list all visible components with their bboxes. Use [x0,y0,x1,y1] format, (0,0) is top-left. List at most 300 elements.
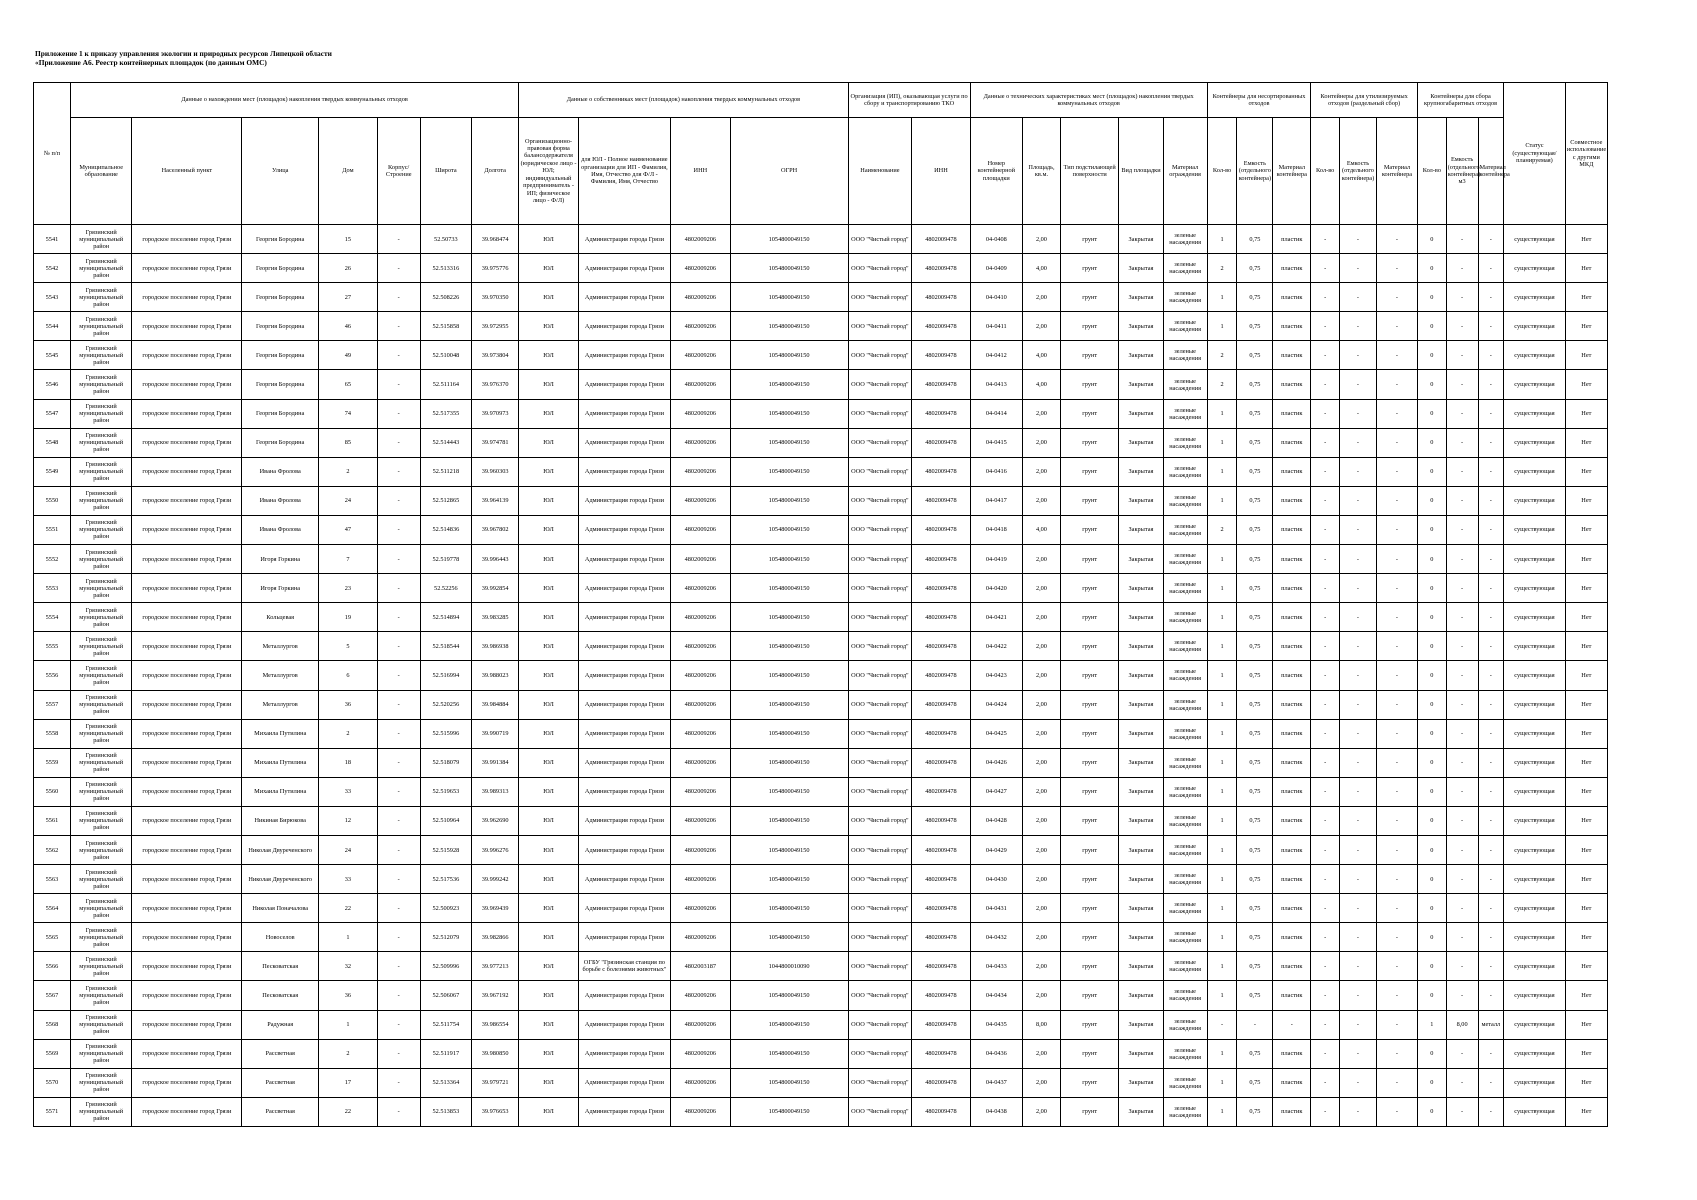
cell-municipality: Грязинский муниципальный район [70,225,132,254]
cell-operator-inn: 4802009478 [912,894,970,923]
cell-settlement: городское поселение город Грязи [132,254,242,283]
cell-settlement: городское поселение город Грязи [132,515,242,544]
cell-owner-name: Администрация города Грязи [578,894,670,923]
cell-shared: Нет [1565,399,1607,428]
cell-bulky-qty: 0 [1417,865,1446,894]
cell-house: 18 [319,748,377,777]
cell-operator-inn: 4802009478 [912,341,970,370]
cell-longitude: 39.964139 [472,486,519,515]
cell-recycled-qty: - [1311,457,1340,486]
cell-owner-name: Администрация города Грязи [578,312,670,341]
cell-legal-form: ЮЛ [519,835,579,864]
cell-korpus: - [377,835,420,864]
cell-operator-name: ООО "Чистый город" [848,574,912,603]
cell-area: 4,00 [1022,515,1060,544]
cell-municipality: Грязинский муниципальный район [70,865,132,894]
cell-street: Рассветная [242,1039,319,1068]
cell-unsorted-cap: - [1237,1010,1273,1039]
cell-bulky-qty: 0 [1417,428,1446,457]
cell-area: 2,00 [1022,981,1060,1010]
cell-bulky-cap: - [1446,632,1478,661]
cell-bulky-mat: - [1478,1039,1504,1068]
cell-bulky-qty: 0 [1417,254,1446,283]
cell-unsorted-qty: - [1207,1010,1237,1039]
cell-site-number: 04-0435 [970,1010,1022,1039]
cell-longitude: 39.988023 [472,661,519,690]
cell-house: 17 [319,1068,377,1097]
cell-owner-name: Администрация города Грязи [578,690,670,719]
row-number: 5547 [34,399,71,428]
cell-area: 2,00 [1022,865,1060,894]
cell-recycled-cap: - [1340,1010,1377,1039]
row-number: 5553 [34,574,71,603]
cell-municipality: Грязинский муниципальный район [70,1039,132,1068]
cell-bulky-cap: - [1446,341,1478,370]
cell-area: 2,00 [1022,632,1060,661]
cell-latitude: 52.506067 [420,981,471,1010]
cell-fence: зеленые насаждения [1163,399,1207,428]
cell-owner-name: Администрация города Грязи [578,603,670,632]
cell-shared: Нет [1565,719,1607,748]
cell-fence: зеленые насаждения [1163,748,1207,777]
cell-korpus: - [377,719,420,748]
cell-shared: Нет [1565,1068,1607,1097]
cell-bulky-mat: - [1478,835,1504,864]
cell-unsorted-mat: пластик [1273,1039,1311,1068]
cell-owner-name: Администрация города Грязи [578,370,670,399]
cell-korpus: - [377,515,420,544]
cell-unsorted-mat: пластик [1273,283,1311,312]
cell-status: существующая [1504,603,1566,632]
cell-municipality: Грязинский муниципальный район [70,399,132,428]
cell-korpus: - [377,923,420,952]
cell-owner-inn: 4802009206 [671,719,731,748]
cell-street: Ивана Фролова [242,515,319,544]
cell-street: Георгия Бородина [242,370,319,399]
col-bulky-qty: Кол-во [1417,118,1446,225]
cell-bulky-cap: - [1446,1039,1478,1068]
cell-status: существующая [1504,777,1566,806]
cell-recycled-qty: - [1311,923,1340,952]
cell-legal-form: ЮЛ [519,399,579,428]
cell-shared: Нет [1565,981,1607,1010]
cell-site-number: 04-0427 [970,777,1022,806]
col-surface: Тип подстилающей поверхности [1060,118,1118,225]
cell-recycled-mat: - [1376,1010,1417,1039]
cell-fence: зеленые насаждения [1163,865,1207,894]
cell-street: Металлургов [242,661,319,690]
cell-municipality: Грязинский муниципальный район [70,690,132,719]
cell-latitude: 52.516994 [420,661,471,690]
cell-unsorted-qty: 1 [1207,923,1237,952]
cell-site-type: Закрытая [1119,457,1163,486]
cell-unsorted-mat: пластик [1273,632,1311,661]
cell-owner-ogrn: 1054800049150 [730,661,848,690]
cell-recycled-cap: - [1340,515,1377,544]
cell-unsorted-qty: 1 [1207,1068,1237,1097]
cell-bulky-mat: - [1478,515,1504,544]
cell-unsorted-cap: 0,75 [1237,748,1273,777]
cell-bulky-cap: - [1446,806,1478,835]
cell-shared: Нет [1565,865,1607,894]
cell-owner-ogrn: 1054800049150 [730,632,848,661]
cell-shared: Нет [1565,283,1607,312]
table-row [34,1068,1608,1097]
cell-unsorted-mat: пластик [1273,603,1311,632]
cell-unsorted-mat: пластик [1273,515,1311,544]
cell-site-type: Закрытая [1119,312,1163,341]
cell-korpus: - [377,370,420,399]
col-korpus: Корпус/Строение [377,118,420,225]
cell-korpus: - [377,225,420,254]
cell-bulky-mat: - [1478,428,1504,457]
cell-site-number: 04-0425 [970,719,1022,748]
cell-fence: зеленые насаждения [1163,486,1207,515]
cell-latitude: 52.512079 [420,923,471,952]
cell-fence: зеленые насаждения [1163,835,1207,864]
cell-area: 2,00 [1022,428,1060,457]
cell-municipality: Грязинский муниципальный район [70,632,132,661]
cell-operator-inn: 4802009478 [912,748,970,777]
cell-operator-name: ООО "Чистый город" [848,777,912,806]
cell-recycled-mat: - [1376,777,1417,806]
group-bulky: Контейнеры для сбора крупногабаритных отходов [1417,83,1503,118]
cell-operator-inn: 4802009478 [912,777,970,806]
cell-site-number: 04-0413 [970,370,1022,399]
cell-site-number: 04-0421 [970,603,1022,632]
cell-recycled-mat: - [1376,748,1417,777]
cell-status: существующая [1504,1097,1566,1126]
cell-house: 24 [319,835,377,864]
cell-bulky-cap: - [1446,457,1478,486]
cell-unsorted-mat: пластик [1273,923,1311,952]
cell-site-type: Закрытая [1119,428,1163,457]
cell-bulky-qty: 0 [1417,952,1446,981]
cell-fence: зеленые насаждения [1163,254,1207,283]
cell-owner-ogrn: 1054800049150 [730,370,848,399]
cell-fence: зеленые насаждения [1163,370,1207,399]
cell-unsorted-cap: 0,75 [1237,1039,1273,1068]
cell-settlement: городское поселение город Грязи [132,428,242,457]
cell-owner-name: Администрация города Грязи [578,835,670,864]
cell-bulky-qty: 0 [1417,486,1446,515]
cell-unsorted-cap: 0,75 [1237,603,1273,632]
cell-owner-inn: 4802003187 [671,952,731,981]
cell-bulky-mat: - [1478,1097,1504,1126]
cell-unsorted-qty: 2 [1207,515,1237,544]
cell-fence: зеленые насаждения [1163,923,1207,952]
cell-recycled-mat: - [1376,225,1417,254]
cell-bulky-mat: - [1478,894,1504,923]
cell-site-number: 04-0412 [970,341,1022,370]
cell-operator-inn: 4802009478 [912,486,970,515]
cell-recycled-qty: - [1311,603,1340,632]
cell-site-type: Закрытая [1119,1010,1163,1039]
cell-operator-name: ООО "Чистый город" [848,981,912,1010]
col-op-inn: ИНН [912,118,970,225]
cell-legal-form: ЮЛ [519,748,579,777]
cell-recycled-qty: - [1311,283,1340,312]
cell-korpus: - [377,777,420,806]
cell-recycled-mat: - [1376,486,1417,515]
cell-recycled-cap: - [1340,1068,1377,1097]
cell-site-type: Закрытая [1119,603,1163,632]
cell-street: Георгия Бородина [242,283,319,312]
row-number: 5556 [34,661,71,690]
cell-bulky-cap: - [1446,399,1478,428]
cell-latitude: 52.513316 [420,254,471,283]
cell-settlement: городское поселение город Грязи [132,894,242,923]
cell-recycled-qty: - [1311,545,1340,574]
cell-street: Песковатская [242,952,319,981]
cell-street: Песковатская [242,981,319,1010]
cell-operator-name: ООО "Чистый город" [848,719,912,748]
cell-recycled-qty: - [1311,1010,1340,1039]
cell-owner-name: Администрация города Грязи [578,923,670,952]
cell-owner-name: Администрация города Грязи [578,777,670,806]
cell-unsorted-mat: пластик [1273,312,1311,341]
cell-area: 2,00 [1022,1068,1060,1097]
cell-settlement: городское поселение город Грязи [132,806,242,835]
cell-legal-form: ЮЛ [519,1097,579,1126]
cell-unsorted-mat: пластик [1273,254,1311,283]
cell-bulky-mat: - [1478,254,1504,283]
cell-site-number: 04-0416 [970,457,1022,486]
cell-korpus: - [377,1039,420,1068]
cell-status: существующая [1504,923,1566,952]
cell-municipality: Грязинский муниципальный район [70,1010,132,1039]
col-mo: Муниципальное образование [70,118,132,225]
cell-recycled-cap: - [1340,777,1377,806]
cell-recycled-mat: - [1376,254,1417,283]
cell-fence: зеленые насаждения [1163,428,1207,457]
col-ogrn: ОГРН [730,118,848,225]
cell-site-type: Закрытая [1119,719,1163,748]
cell-status: существующая [1504,1039,1566,1068]
cell-surface: грунт [1060,545,1118,574]
cell-owner-ogrn: 1054800049150 [730,486,848,515]
cell-legal-form: ЮЛ [519,865,579,894]
cell-municipality: Грязинский муниципальный район [70,254,132,283]
cell-bulky-cap: - [1446,225,1478,254]
cell-fence: зеленые насаждения [1163,981,1207,1010]
cell-operator-name: ООО "Чистый город" [848,894,912,923]
cell-owner-name: Администрация города Грязи [578,486,670,515]
cell-owner-inn: 4802009206 [671,545,731,574]
cell-area: 2,00 [1022,574,1060,603]
cell-recycled-cap: - [1340,719,1377,748]
cell-latitude: 52.514894 [420,603,471,632]
cell-latitude: 52.517536 [420,865,471,894]
cell-site-type: Закрытая [1119,894,1163,923]
cell-shared: Нет [1565,545,1607,574]
cell-status: существующая [1504,428,1566,457]
cell-owner-name: Администрация города Грязи [578,1010,670,1039]
cell-settlement: городское поселение город Грязи [132,690,242,719]
cell-latitude: 52.510964 [420,806,471,835]
cell-legal-form: ЮЛ [519,1010,579,1039]
cell-house: 22 [319,894,377,923]
col-opf: Организационно-правовая форма балансодержателя (юридическое лицо - ЮЛ; индивидуальный предприниматель - ИП; физическое лицо - Ф/Л) [519,118,579,225]
cell-municipality: Грязинский муниципальный район [70,370,132,399]
cell-legal-form: ЮЛ [519,923,579,952]
cell-owner-ogrn: 1054800049150 [730,981,848,1010]
cell-street: Михаила Путилина [242,777,319,806]
cell-unsorted-qty: 1 [1207,719,1237,748]
cell-status: существующая [1504,1010,1566,1039]
cell-operator-inn: 4802009478 [912,370,970,399]
cell-surface: грунт [1060,254,1118,283]
cell-unsorted-qty: 1 [1207,835,1237,864]
cell-longitude: 39.970350 [472,283,519,312]
cell-recycled-mat: - [1376,632,1417,661]
cell-operator-inn: 4802009478 [912,1068,970,1097]
cell-house: 26 [319,254,377,283]
cell-fence: зеленые насаждения [1163,225,1207,254]
cell-surface: грунт [1060,1039,1118,1068]
cell-owner-ogrn: 1054800049150 [730,574,848,603]
cell-operator-name: ООО "Чистый город" [848,515,912,544]
cell-longitude: 39.960303 [472,457,519,486]
cell-unsorted-mat: пластик [1273,981,1311,1010]
cell-korpus: - [377,661,420,690]
cell-site-type: Закрытая [1119,545,1163,574]
col-unsorted-cap: Емкость (отдельного контейнера) [1237,118,1273,225]
cell-site-number: 04-0431 [970,894,1022,923]
cell-unsorted-qty: 1 [1207,632,1237,661]
row-number: 5567 [34,981,71,1010]
cell-area: 2,00 [1022,894,1060,923]
cell-latitude: 52.515996 [420,719,471,748]
cell-operator-inn: 4802009478 [912,254,970,283]
cell-operator-name: ООО "Чистый город" [848,428,912,457]
cell-unsorted-cap: 0,75 [1237,283,1273,312]
cell-house: 32 [319,952,377,981]
cell-surface: грунт [1060,428,1118,457]
cell-unsorted-qty: 1 [1207,952,1237,981]
cell-bulky-qty: 0 [1417,748,1446,777]
cell-area: 4,00 [1022,341,1060,370]
cell-operator-name: ООО "Чистый город" [848,486,912,515]
cell-street: Михаила Путилина [242,748,319,777]
cell-recycled-qty: - [1311,341,1340,370]
cell-longitude: 39.990719 [472,719,519,748]
row-number: 5561 [34,806,71,835]
cell-korpus: - [377,341,420,370]
cell-recycled-qty: - [1311,515,1340,544]
table-row [34,399,1608,428]
cell-house: 12 [319,806,377,835]
cell-unsorted-qty: 1 [1207,283,1237,312]
table-row [34,545,1608,574]
cell-korpus: - [377,428,420,457]
cell-legal-form: ЮЛ [519,254,579,283]
cell-recycled-mat: - [1376,399,1417,428]
cell-owner-inn: 4802009206 [671,835,731,864]
cell-recycled-qty: - [1311,225,1340,254]
cell-bulky-cap: - [1446,370,1478,399]
cell-legal-form: ЮЛ [519,777,579,806]
cell-surface: грунт [1060,748,1118,777]
cell-municipality: Грязинский муниципальный район [70,719,132,748]
cell-surface: грунт [1060,399,1118,428]
cell-owner-inn: 4802009206 [671,981,731,1010]
cell-korpus: - [377,981,420,1010]
cell-latitude: 52.515928 [420,835,471,864]
cell-area: 2,00 [1022,690,1060,719]
cell-unsorted-mat: пластик [1273,370,1311,399]
cell-bulky-qty: 0 [1417,777,1446,806]
cell-house: 33 [319,777,377,806]
cell-status: существующая [1504,312,1566,341]
cell-site-type: Закрытая [1119,981,1163,1010]
cell-longitude: 39.980850 [472,1039,519,1068]
cell-area: 2,00 [1022,312,1060,341]
cell-site-number: 04-0414 [970,399,1022,428]
cell-surface: грунт [1060,370,1118,399]
col-lat: Широта [420,118,471,225]
cell-fence: зеленые насаждения [1163,574,1207,603]
cell-site-type: Закрытая [1119,370,1163,399]
row-number: 5550 [34,486,71,515]
cell-korpus: - [377,1097,420,1126]
cell-surface: грунт [1060,283,1118,312]
cell-longitude: 39.986938 [472,632,519,661]
cell-area: 4,00 [1022,254,1060,283]
cell-site-number: 04-0432 [970,923,1022,952]
cell-shared: Нет [1565,923,1607,952]
cell-owner-ogrn: 1054800049150 [730,865,848,894]
table-row [34,835,1608,864]
cell-unsorted-qty: 1 [1207,225,1237,254]
cell-recycled-cap: - [1340,835,1377,864]
cell-owner-ogrn: 1054800049150 [730,1010,848,1039]
cell-recycled-cap: - [1340,399,1377,428]
cell-fence: зеленые насаждения [1163,777,1207,806]
cell-house: 85 [319,428,377,457]
cell-bulky-cap: - [1446,312,1478,341]
cell-house: 5 [319,632,377,661]
col-bulky-cap: Емкость (отдельного контейнера) м3 [1446,118,1478,225]
col-recycled-qty: Кол-во [1311,118,1340,225]
cell-recycled-mat: - [1376,835,1417,864]
cell-operator-name: ООО "Чистый город" [848,457,912,486]
cell-street: Михаила Путилина [242,719,319,748]
cell-owner-name: Администрация города Грязи [578,981,670,1010]
cell-owner-name: Администрация города Грязи [578,865,670,894]
cell-status: существующая [1504,254,1566,283]
cell-fence: зеленые насаждения [1163,283,1207,312]
cell-site-number: 04-0428 [970,806,1022,835]
cell-status: существующая [1504,981,1566,1010]
col-owner-name: для ЮЛ - Полное наименование организации для ИП - Фамилия, Имя, Отчество для Ф/Л - Фамилия, Имя, Отчество [578,118,670,225]
cell-owner-name: Администрация города Грязи [578,399,670,428]
cell-owner-inn: 4802009206 [671,777,731,806]
cell-bulky-mat: - [1478,486,1504,515]
cell-municipality: Грязинский муниципальный район [70,835,132,864]
cell-korpus: - [377,312,420,341]
cell-korpus: - [377,399,420,428]
cell-owner-name: Администрация города Грязи [578,225,670,254]
cell-settlement: городское поселение город Грязи [132,312,242,341]
cell-longitude: 39.992854 [472,574,519,603]
cell-recycled-qty: - [1311,661,1340,690]
cell-bulky-qty: 0 [1417,312,1446,341]
cell-recycled-mat: - [1376,894,1417,923]
cell-owner-ogrn: 1054800049150 [730,457,848,486]
cell-recycled-mat: - [1376,1039,1417,1068]
cell-house: 2 [319,719,377,748]
